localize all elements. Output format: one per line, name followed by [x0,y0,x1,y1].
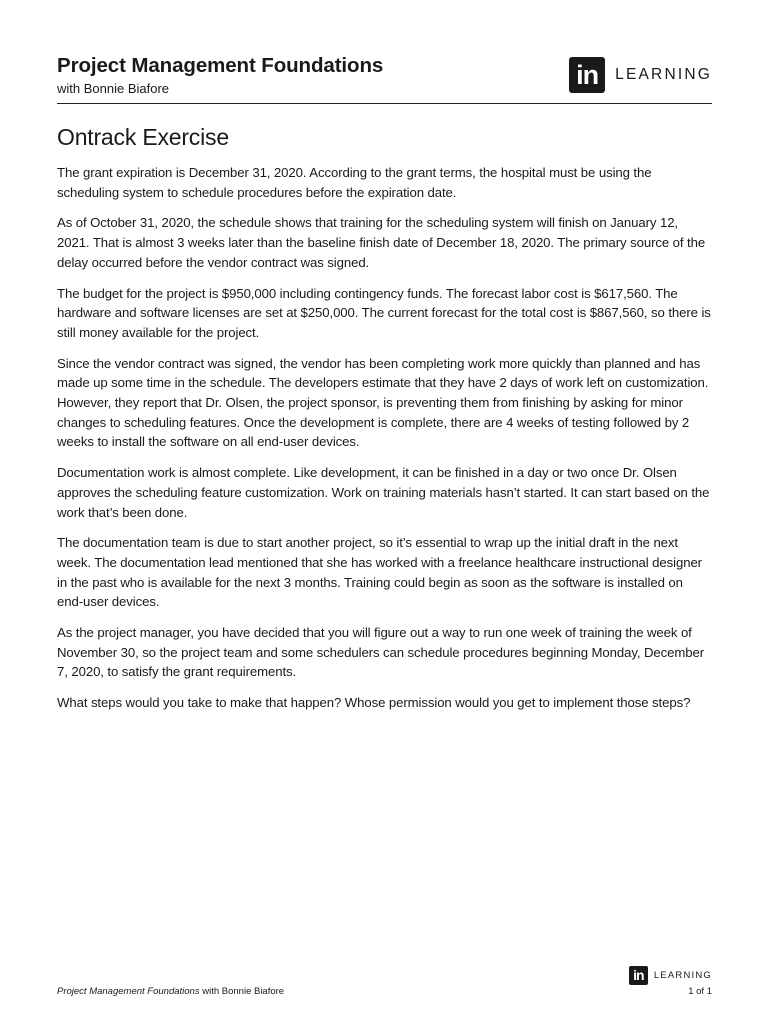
footer-credit [57,986,284,998]
logo-wordmark: LEARNING [615,66,712,83]
paragraph: What steps would you take to make that happen? Whose permission would you get to implement those steps? [57,695,691,711]
paragraph: Documentation work is almost complete. Like development, it can be finished in a day or two once Dr. Olsen approves the scheduling feature customization. Work on training materials hasn’t started. It can start based on the work that’s been done. [57,465,710,520]
document-page [57,52,712,724]
paragraph: The grant expiration is December 31, 2020. According to the grant terms, the hospital must be using the scheduling system to schedule procedures before the expiration date. [57,165,652,200]
course-title: Project Management Foundations [57,54,384,77]
footer-instructor: with Bonnie Biafore [199,986,285,997]
linkedin-in-icon: in [569,57,605,93]
instructor-name: with Bonnie Biafore [57,81,170,96]
linkedin-learning-logo [569,57,712,93]
document-header [57,52,712,104]
footer-logo-wordmark: LEARNING [653,970,712,981]
exercise-heading: Ontrack Exercise [57,124,229,150]
paragraph: As of October 31, 2020, the schedule shows that training for the scheduling system will finish on January 12, 2021. That is almost 3 weeks later than the baseline finish date of December 18, 2020. The primary source of the delay occurred before the vendor contract was signed. [57,215,706,270]
paragraph: Since the vendor contract was signed, the vendor has been completing work more quickly than planned and has made up some time in the schedule. The developers estimate that they have 2 days of work left on customization. However, they report that Dr. Olsen, the project sponsor, is preventing them from finishing by asking for minor changes to scheduling features. Once the development is complete, there are 4 weeks of testing followed by 2 weeks to install the software on all end-user devices. [57,355,709,450]
page-number: 1 of 1 [688,986,712,997]
paragraph: The documentation team is due to start another project, so it’s essential to wrap up the initial draft in the next week. The documentation lead mentioned that she has worked with a freelance healthcare instructional designer in the past who is available for the next 3 months. Training could begin as soon as the software is installed on end-user devices. [57,535,702,610]
footer-linkedin-learning-logo [629,966,712,985]
paragraph: As the project manager, you have decided that you will figure out a way to run one week of training the week of November 30, so the project team and some schedulers can schedule procedures beginning Monday, December 7, 2020, to satisfy the grant requirements. [57,625,705,680]
footer-linkedin-in-icon: in [629,966,648,985]
footer-course-title: Project Management Foundations [57,986,200,997]
paragraph: The budget for the project is $950,000 including contingency funds. The forecast labor cost is $617,560. The hardware and software licenses are set at $250,000. The current forecast for the total cost is $867,560, so there is still money available for the project. [57,285,711,340]
